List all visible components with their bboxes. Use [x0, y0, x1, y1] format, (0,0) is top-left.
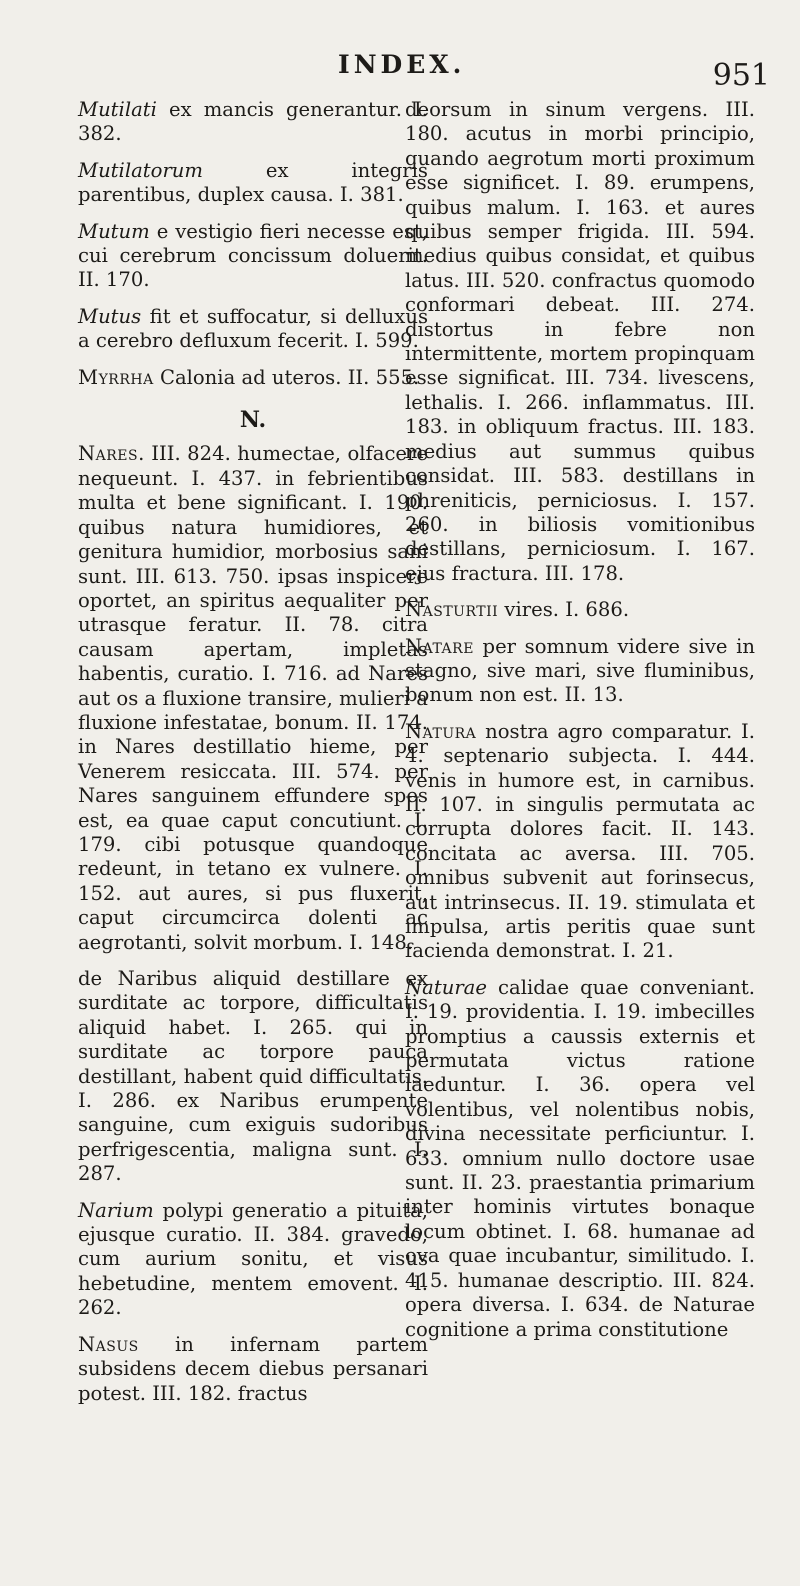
- entry-headword: Nasturtii: [405, 598, 499, 622]
- entry-headword: Mutilatorum: [78, 158, 204, 182]
- entry-text: ex integris parentibus, duplex causa. I. 381.: [78, 158, 428, 207]
- index-entry: [78, 967, 428, 1187]
- index-entry: [405, 635, 755, 708]
- index-entry: [78, 159, 428, 208]
- entry-text: polypi generatio a pituita, ejusque curatio. II. 384. gravedo, cum aurium sonitu, et visus hebetudine, mentem emovent. I. 262.: [78, 1198, 428, 1320]
- entry-text: nostra agro comparatur. I. 4. septenario subjecta. I. 444. venis in humore est, in carnibus. II. 107. in singulis permutata ac corrupta dolores facit. II. 143. concitata ac aversa. III. 705. omnibus subvenit aut forinsecus, aut intrinsecus. II. 19. stimulata et impulsa, artis peritis quae sunt facienda demonstrat. I. 21.: [405, 719, 755, 963]
- entry-text: ex mancis generantur. I. 382.: [78, 98, 428, 146]
- entry-headword: Nares.: [78, 442, 145, 466]
- entry-headword: Mutus: [78, 304, 142, 328]
- entry-headword: Naturae: [405, 975, 487, 999]
- index-entry: [405, 598, 755, 622]
- entry-text: per somnum videre sive in stagno, sive mari, sive fluminibus, bonum non est. II. 13.: [405, 634, 755, 707]
- index-entry: [78, 442, 428, 955]
- entry-headword: Nasus: [78, 1332, 139, 1356]
- entry-text: III. 824. humectae, olfacere nequeunt. I. 437. in febrientibus multa et bene significant. I. 190. quibus natura humidiores, et genitura humidior, morbosius sani sunt. III. 613. 750. ipsas inspicere oportet, an spiritus aequaliter per utrasque feratur. II. 78. citra causam apertam, impletas habentis, curatio. I. 716. ad Nares aut os a fluxione transire, mulieri a fluxione infestatae, bonum. II. 174. in Nares destillatio hieme, per Venerem resiccata. III. 574. per Nares sanguinem effundere spes est, ea quae caput concutiunt. I. 179. cibi potusque quandoque redeunt, in tetano ex vulnere. I. 152. aut aures, si pus fluxerit, caput circumcirca dolenti ac aegrotanti, solvit morbum. I. 148.: [78, 442, 428, 954]
- entry-headword: Natare: [405, 634, 474, 658]
- section-letter: N.: [239, 407, 267, 434]
- entry-text: deorsum in sinum vergens. III. 180. acutus in morbi principio, quando aegrotum morti proximum esse significet. I. 89. erumpens, quibus malum. I. 163. et aures quibus semper frigida. III. 594. medius quibus considat, et quibus latus. III. 520. confractus quomodo conformari debeat. III. 274. distortus in febre non intermittente, mortem propinquam esse significat. III. 734. livescens, lethalis. I. 266. inflammatus. III. 183. in obliquum fractus. III. 183. medius aut summus quibus considat. III. 583. destillans in phreniticis, perniciosus. I. 157. 260. in biliosis vomitionibus destillans, perniciosum. I. 167. ejus fractura. III. 178.: [405, 98, 755, 585]
- entry-headword: Mutilati: [78, 98, 157, 121]
- entry-text: e vestigio fieri necesse est, cui cerebrum concissum doluerit. II. 170.: [78, 219, 428, 292]
- entry-headword: Narium: [78, 1198, 154, 1222]
- index-entry: [78, 305, 428, 354]
- entry-text: in infernam partem subsidens decem diebus persanari potest. III. 182. fractus: [78, 1332, 428, 1405]
- left-entries-before: [78, 98, 428, 390]
- entry-headword: Natura: [405, 719, 477, 743]
- left-column: [78, 98, 428, 1406]
- right-entries: [405, 98, 755, 1342]
- page-number: 951: [712, 58, 770, 93]
- entry-text: fit et suffocatur, si delluxus a cerebro defluxum fecerit. I. 599.: [78, 304, 428, 353]
- index-entry: [78, 1199, 428, 1321]
- page-header: [0, 44, 800, 93]
- index-entry: [78, 98, 428, 147]
- entry-text: calidae quae conveniant. I. 19. providentia. I. 19. imbecilles promptius a caussis externis et permutata victus ratione laeduntur. I. 36. opera vel volentibus, vel nolentibus nobis, divina necessitate perficiuntur. I. 633. omnium nullo doctore usae sunt. II. 23. praestantia primarium inter hominis virtutes bonaque locum obtinet. I. 68. humanae ad ova quae incubantur, similitudo. I. 415. humanae descriptio. III. 824. opera diversa. I. 634. de Naturae cognitione a prima constitutione: [405, 975, 755, 1341]
- index-entry: [78, 366, 428, 390]
- left-entries-after: [78, 442, 428, 1405]
- entry-headword: Mutum: [78, 219, 150, 243]
- running-title: INDEX.: [338, 50, 466, 79]
- index-entry: [405, 976, 755, 1342]
- index-entry: [405, 720, 755, 964]
- entry-text: de Naribus aliquid destillare ex surditate ac torpore, difficultatis aliquid habet. I. 265. qui in surditate ac torpore pauca destillant, habent quid difficultatis. I. 286. ex Naribus erumpente sanguine, cum exiguis sudoribus perfrigescentia, maligna sunt. I. 287.: [78, 967, 428, 1186]
- index-entry: [78, 220, 428, 293]
- entry-text: Calonia ad uteros. II. 555.: [153, 365, 420, 389]
- index-entry: [405, 98, 755, 586]
- right-column: [405, 98, 755, 1342]
- index-entry: [78, 1333, 428, 1406]
- entry-headword: Myrrha: [78, 365, 154, 389]
- entry-text: vires. I. 686.: [498, 598, 630, 622]
